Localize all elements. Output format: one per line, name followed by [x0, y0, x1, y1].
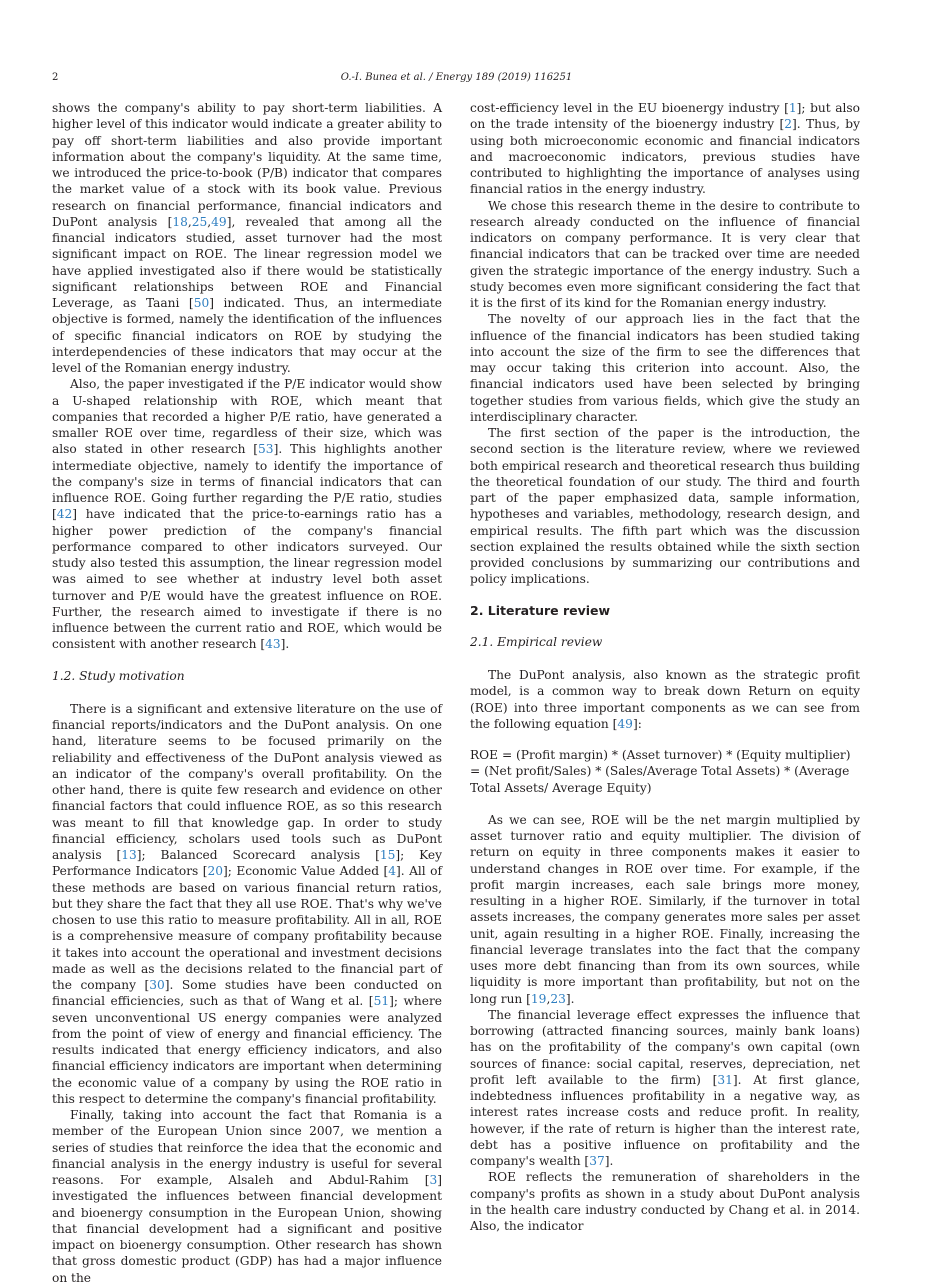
paragraph: [470, 198, 860, 312]
text-run: ]. This highlights another intermediate objective, namely to identify the importance of the company's size in terms of financial indicators that can influence ROE. Going further regarding the P/E ratio, studies [: [52, 442, 442, 522]
paragraph: [52, 100, 442, 376]
citation-link[interactable]: 37: [589, 1154, 605, 1168]
paragraph: [470, 425, 860, 588]
citation-link[interactable]: 53: [258, 442, 274, 457]
text-run: ROE reflects the remuneration of shareholders in the company's profits as shown in a study about DuPont analysis in the health care industry conducted by Chang et al. in 2014. Also, the indicator: [470, 1170, 860, 1233]
citation-link[interactable]: 23: [550, 991, 566, 1006]
citation-link[interactable]: 42: [56, 507, 73, 522]
citation-link[interactable]: 49: [617, 716, 633, 731]
citation-link[interactable]: 30: [149, 978, 165, 992]
text-run: ]:: [632, 716, 642, 731]
citation-link[interactable]: 4: [388, 864, 397, 879]
text-run: There is a significant and extensive literature on the use of financial reports/indicators and the DuPont analysis. On one hand, literature seems to be focused primarily on the reliability and effectiveness of the DuPont analysis viewed as an indicator of the company's overall profitability. On the other hand, there is quite few research and evidence on other financial factors that could influence ROE, as so this research was meant to fill that knowledge gap. In order to study financial efficiency, scholars used tools such as DuPont analysis [: [52, 701, 442, 862]
subsection-heading: 2.1. Empirical review: [470, 634, 603, 649]
section-heading: 2. Literature review: [470, 602, 611, 618]
citation-link[interactable]: 49: [211, 214, 227, 229]
text-run: ,: [207, 214, 212, 229]
citation-link[interactable]: 43: [265, 637, 281, 652]
text-run: ].: [280, 637, 290, 652]
text-run: Also, the paper investigated if the P/E indicator would show a U-shaped relationship with ROE, which meant that companies that recorded a higher P/E ratio, have generated a smaller ROE over time, regardless of their size, which was also stated in other research [: [52, 377, 442, 457]
text-run: ]; Key Performance Indicators [: [52, 848, 442, 879]
text-run: shows the company's ability to pay short-term liabilities. A higher level of this indicator would indicate a greater ability to pay off short-term liabilities and also provide important information about the company's liquidity. At the same time, we introduced the price-to-book (P/B) indicator that compares the market value of a stock with its book value. Previous research on financial performance, financial indicators and DuPont analysis [: [52, 101, 442, 229]
text-run: The DuPont analysis, also known as the strategic profit model, is a common way to break down Return on equity (ROE) into three important components as we can see from the following equation [: [470, 668, 860, 731]
citation-link[interactable]: 25: [191, 214, 208, 229]
text-run: cost-efficiency level in the EU bioenergy industry [: [470, 101, 789, 115]
text-run: We chose this research theme in the desire to contribute to research already conducted on the influence of financial indicators on company performance. It is very clear that financial indicators that can be tracked over time are needed given the strategic importance of the energy industry. Such a study becomes even more significant considering the fact that it is the first of its kind for the Romanian energy industry.: [470, 198, 860, 310]
citation-link[interactable]: 3: [429, 1173, 438, 1187]
text-run: ] indicated. Thus, an intermediate objective is formed, namely the identification of the influences of specific financial indicators on ROE by studying the interdependencies of these indicators that may occur at the level of the Romanian energy industry.: [52, 296, 442, 375]
paragraph: [470, 311, 860, 425]
text-run: The novelty of our approach lies in the fact that the influence of the financial indicators has been studied taking into account the size of the firm to see the differences that may occur taking this criterion into account. Also, the financial indicators used have been selected by bringing together studies from various fields, which give the study an interdisciplinary character.: [470, 312, 860, 424]
text-run: ]. Thus, by using both microeconomic economic and financial indicators and macroeconomic indicators, previous studies have contributed to highlighting the importance of analyses using financial ratios in the energy industry.: [470, 117, 860, 197]
text-run: As we can see, ROE will be the net margin multiplied by asset turnover ratio and equity multiplier. The division of return on equity in three components makes it easier to understand changes in ROE over time. For example, if the profit margin increases, each sale brings more money, resulting in a higher ROE. Similarly, if the turnover in total assets increases, the company generates more sales per asset unit, again resulting in a higher ROE. Finally, increasing the financial leverage translates into the fact that the company uses more debt financing than from its own sources, while liquidity is more important than profitability, but not on the long run [: [470, 812, 860, 1006]
paragraph: [52, 701, 442, 1107]
citation-link[interactable]: 31: [717, 1072, 733, 1087]
text-run: Finally, taking into account the fact that Romania is a member of the European Union since 2007, we mention a series of studies that reinforce the idea that the economic and financial analysis in the energy industry is useful for several reasons. For example, Alsaleh and Abdul-Rahim [: [52, 1108, 442, 1187]
paragraph: [470, 812, 860, 1007]
text-run: The first section of the paper is the introduction, the second section is the literature review, where we reviewed both empirical research and theoretical research thus building the theoretical foundation of our study. The third and fourth part of the paper emphasized data, sample information, hypotheses and variables, methodology, research design, and empirical results. The fifth part which was the discussion section explained the results obtained while the sixth section provided conclusions by summarizing our contributions and policy implications.: [470, 426, 860, 587]
citation-link[interactable]: 13: [121, 848, 137, 862]
citation-link[interactable]: 19: [530, 991, 547, 1006]
citation-link[interactable]: 51: [373, 994, 390, 1009]
citation-link[interactable]: 1: [788, 101, 797, 115]
paragraph: [52, 376, 442, 652]
text-run: ]; but also on the trade intensity of the bioenergy industry [: [470, 101, 860, 132]
text-run: ]; Balanced Scorecard analysis [: [136, 848, 380, 862]
citation-link[interactable]: 2: [784, 117, 793, 132]
text-run: ]; where seven unconventional US energy companies were analyzed from the point of view of energy and financial efficiency. The results indicated that energy efficiency indicators, and also financial efficiency indicators are important when determining the economic value of a company by using the ROE ratio in this respect to determine the company's financial profitability.: [52, 994, 442, 1106]
paragraph: [470, 667, 860, 732]
text-run: ] have indicated that the price-to-earnings ratio has a higher power prediction of the company's financial performance compared to other indicators surveyed. Our study also tested this assumption, the linear regression model was aimed to see whether at industry level both asset turnover and P/E would have the greatest influence on ROE. Further, the research aimed to investigate if there is no influence between the current ratio and ROE, which would be consistent with another research [: [52, 507, 442, 652]
paragraph: [470, 100, 860, 198]
page-number: 2: [52, 72, 59, 83]
text-run: ,: [187, 214, 192, 229]
text-run: ]. Some studies have been conducted on financial efficiencies, such as that of Wang et al. [: [52, 978, 442, 1009]
citation-link[interactable]: 20: [207, 864, 224, 879]
paragraph: [52, 1107, 442, 1286]
text-run: ]. All of these methods are based on various financial return ratios, but they share the fact that they all use ROE. That's why we've chosen to use this ratio to measure profitability. All in all, ROE is a comprehensive measure of company profitability because it takes into account the operational and investment decisions made as well as the decisions related to the financial part of the company [: [52, 864, 442, 992]
right-column: [470, 100, 860, 1234]
text-run: ], revealed that among all the financial indicators studied, asset turnover had the most significant impact on ROE. The linear regression model we have applied investigated also if there would be statistically significant relationships between ROE and Financial Leverage, as Taani [: [52, 214, 442, 310]
text-run: ]. At first glance, indebtedness influences profitability in a negative way, as interest rates increase costs and reduce profit. In reality, however, if the rate of return is higher than the interest rate, debt has a positive influence on profitability and the company's wealth [: [470, 1072, 860, 1168]
text-run: ,: [546, 991, 551, 1006]
text-run: ].: [604, 1154, 614, 1168]
subsection-heading: 1.2. Study motivation: [52, 668, 185, 683]
text-run: ].: [565, 991, 575, 1006]
left-column: [52, 100, 442, 1286]
text-run: ]; Economic Value Added [: [223, 864, 389, 879]
dupont-equation: ROE = (Profit margin) * (Asset turnover) * (Equity multiplier) = (Net profit/Sales) * (Sales/Average Total Assets) * (Average Total Assets/ Average Equity): [470, 748, 851, 795]
paragraph: [470, 1007, 860, 1170]
text-run: The financial leverage effect expresses the influence that borrowing (attracted financing sources, mainly bank loans) has on the profitability of the company's own capital (own sources of finance: social capital, reserves, depreciation, net profit left available to the firm) [: [470, 1007, 860, 1087]
citation-link[interactable]: 50: [193, 296, 210, 310]
running-header: [52, 72, 861, 88]
text-run: ] investigated the influences between financial development and bioenergy consumption in the European Union, showing that financial development had a significant and positive impact on bioenergy consumption. Other research has shown that gross domestic product (GDP) has had a major influence on the: [52, 1173, 442, 1285]
citation-link[interactable]: 18: [172, 214, 188, 229]
paragraph: [470, 1169, 860, 1234]
citation-link[interactable]: 15: [379, 848, 396, 862]
journal-reference: O.-I. Bunea et al. / Energy 189 (2019) 116251: [340, 72, 573, 83]
